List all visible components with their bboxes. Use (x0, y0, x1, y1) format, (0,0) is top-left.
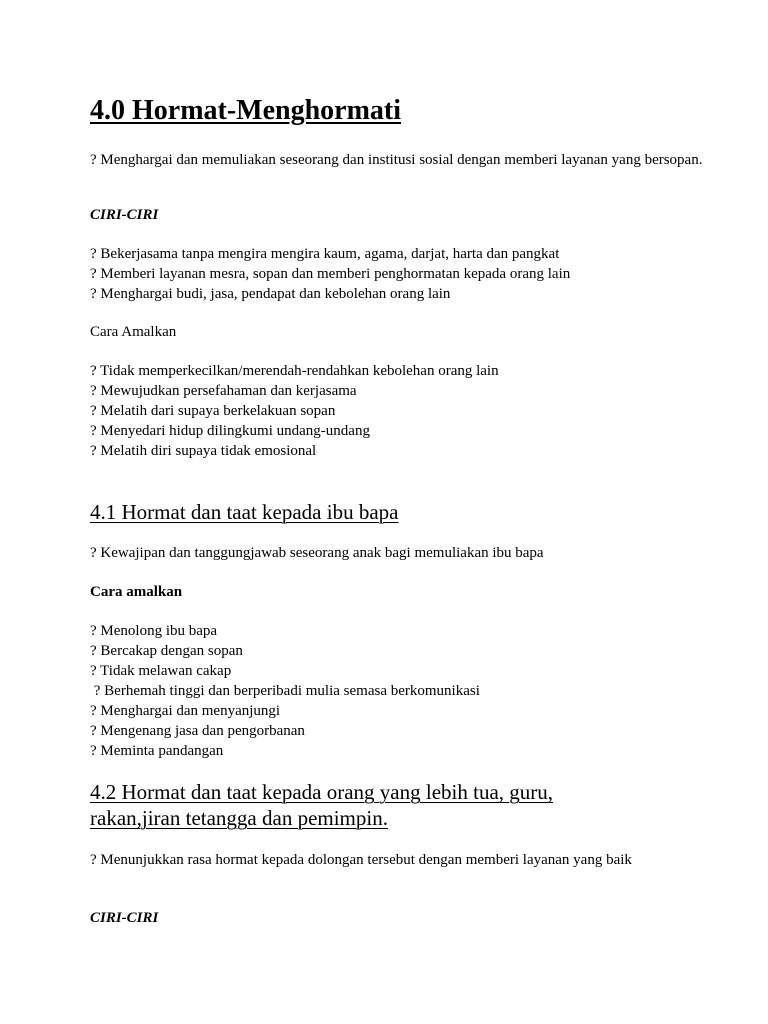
section-4-1-cara-list (90, 621, 708, 761)
section-4-0-ciri-list (90, 244, 708, 304)
section-4-1-heading: 4.1 Hormat dan taat kepada ibu bapa (90, 500, 399, 524)
list-item: ? Berhemah tinggi dan berperibadi mulia semasa berkomunikasi (90, 683, 480, 699)
list-item: ? Menolong ibu bapa (90, 623, 218, 639)
section-4-2-ciri-label: CIRI-CIRI (90, 910, 159, 926)
section-4-0-definition: ? Menghargai dan memuliakan seseorang dan institusi sosial dengan memberi layanan yang bersopan. (90, 152, 703, 168)
section-4-2-heading: 4.2 Hormat dan taat kepada orang yang lebih tua, guru, rakan,jiran tetangga dan pemimpin. (90, 780, 554, 830)
list-item: ? Meminta pandangan (90, 743, 224, 759)
list-item: ? Melatih dari supaya berkelakuan sopan (90, 403, 336, 419)
list-item: ? Mewujudkan persefahaman dan kerjasama (90, 383, 357, 399)
list-item: ? Menghargai budi, jasa, pendapat dan kebolehan orang lain (90, 286, 451, 302)
section-4-0-ciri-label: CIRI-CIRI (90, 207, 159, 223)
section-4-0-heading: 4.0 Hormat-Menghormati (90, 95, 402, 126)
section-4-0-cara-label: Cara Amalkan (90, 324, 177, 340)
list-item: ? Bekerjasama tanpa mengira mengira kaum, agama, darjat, harta dan pangkat (90, 246, 560, 262)
list-item: ? Tidak memperkecilkan/merendah-rendahkan kebolehan orang lain (90, 363, 499, 379)
list-item: ? Mengenang jasa dan pengorbanan (90, 723, 305, 739)
list-item: ? Bercakap dengan sopan (90, 643, 243, 659)
list-item: ? Tidak melawan cakap (90, 663, 232, 679)
section-4-2-definition: ? Menunjukkan rasa hormat kepada dolongan tersebut dengan memberi layanan yang baik (90, 852, 632, 868)
section-4-1-cara-label: Cara amalkan (90, 584, 183, 600)
section-4-0-cara-list (90, 361, 708, 461)
section-4-1-definition: ? Kewajipan dan tanggungjawab seseorang anak bagi memuliakan ibu bapa (90, 545, 544, 561)
list-item: ? Menyedari hidup dilingkumi undang-undang (90, 423, 370, 439)
list-item: ? Memberi layanan mesra, sopan dan memberi penghormatan kepada orang lain (90, 266, 571, 282)
list-item: ? Menghargai dan menyanjungi (90, 703, 281, 719)
list-item: ? Melatih diri supaya tidak emosional (90, 443, 317, 459)
